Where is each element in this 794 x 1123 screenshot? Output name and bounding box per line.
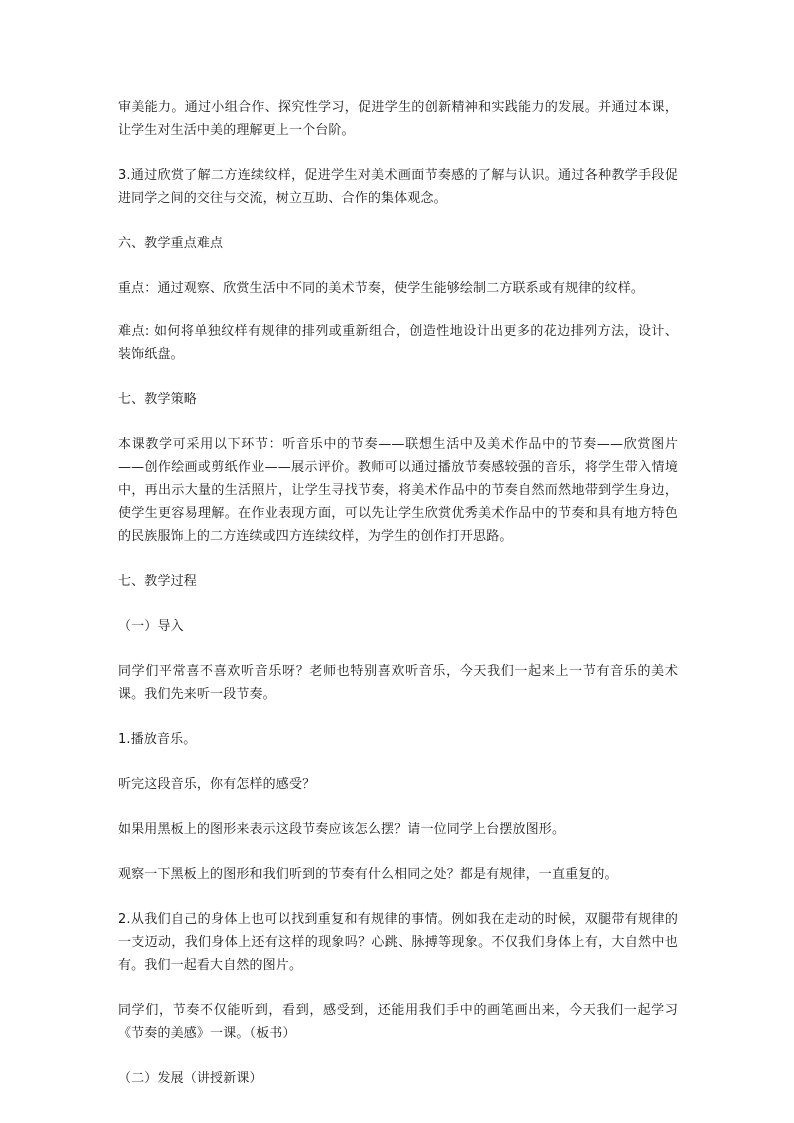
paragraph-aesthetic-ability: 审美能力。通过小组合作、探究性学习，促进学生的创新精神和实践能力的发展。并通过本课，让学生对生活中美的理解更上一个台阶。 xyxy=(118,100,678,138)
heading-development: （二）发展（讲授新课） xyxy=(118,1071,263,1086)
heading-introduction: （一）导入 xyxy=(118,619,184,634)
paragraph-key-point: 重点：通过观察、欣赏生活中不同的美术节奏，使学生能够绘制二方联系或有规律的纹样。 xyxy=(118,281,645,296)
paragraph-blackboard-shapes: 如果用黑板上的图形来表示这段节奏应该怎么摆？请一位同学上台摆放图形。 xyxy=(118,822,566,837)
paragraph-play-music: 1.播放音乐。 xyxy=(118,732,197,747)
paragraph-observe-shapes: 观察一下黑板上的图形和我们听到的节奏有什么相同之处？都是有规律，一直重复的。 xyxy=(118,867,618,882)
paragraph-difficult-point: 难点: 如何将单独纹样有规律的排列或重新组合，创造性地设计出更多的花边排列方法，设计、装饰纸盘。 xyxy=(118,324,678,362)
heading-key-difficult-points: 六、教学重点难点 xyxy=(118,236,224,251)
heading-teaching-process: 七、教学过程 xyxy=(118,574,197,589)
paragraph-music-question: 同学们平常喜不喜欢听音乐呀？老师也特别喜欢听音乐，今天我们一起来上一节有音乐的美术课。我们先来听一段节奏。 xyxy=(118,664,678,702)
paragraph-lesson-title: 同学们，节奏不仅能听到，看到，感受到，还能用我们手中的画笔画出来，今天我们一起学习《节奏的美感》一课。（板书） xyxy=(118,1003,678,1041)
document-body xyxy=(118,96,678,1090)
paragraph-goal-3: 3.通过欣赏了解二方连续纹样，促进学生对美术画面节奏感的了解与认识。通过各种教学手段促进同学之间的交往与交流，树立互助、合作的集体观念。 xyxy=(118,168,678,206)
paragraph-feeling-question: 听完这段音乐，你有怎样的感受？ xyxy=(118,777,316,792)
paragraph-teaching-strategy: 本课教学可采用以下环节：听音乐中的节奏——联想生活中及美术作品中的节奏——欣赏图片——创作绘画或剪纸作业——展示评价。教师可以通过播放节奏感较强的音乐，将学生带入情境中，再出示大量的生活照片，让学生寻找节奏，将美术作品中的节奏自然而然地带到学生身边，使学生更容易理解。在作业表现方面，可以先让学生欣赏优秀美术作品中的节奏和具有地方特色的民族服饰上的二方连续或四方连续纹样，为学生的创作打开思路。 xyxy=(118,437,678,544)
paragraph-body-rhythm: 2.从我们自己的身体上也可以找到重复和有规律的事情。例如我在走动的时候，双腿带有规律的一支迈动，我们身体上还有这样的现象吗？心跳、脉搏等现象。不仅我们身体上有，大自然中也有。我们一起看大自然的图片。 xyxy=(118,912,678,973)
heading-teaching-strategy: 七、教学策略 xyxy=(118,392,197,407)
